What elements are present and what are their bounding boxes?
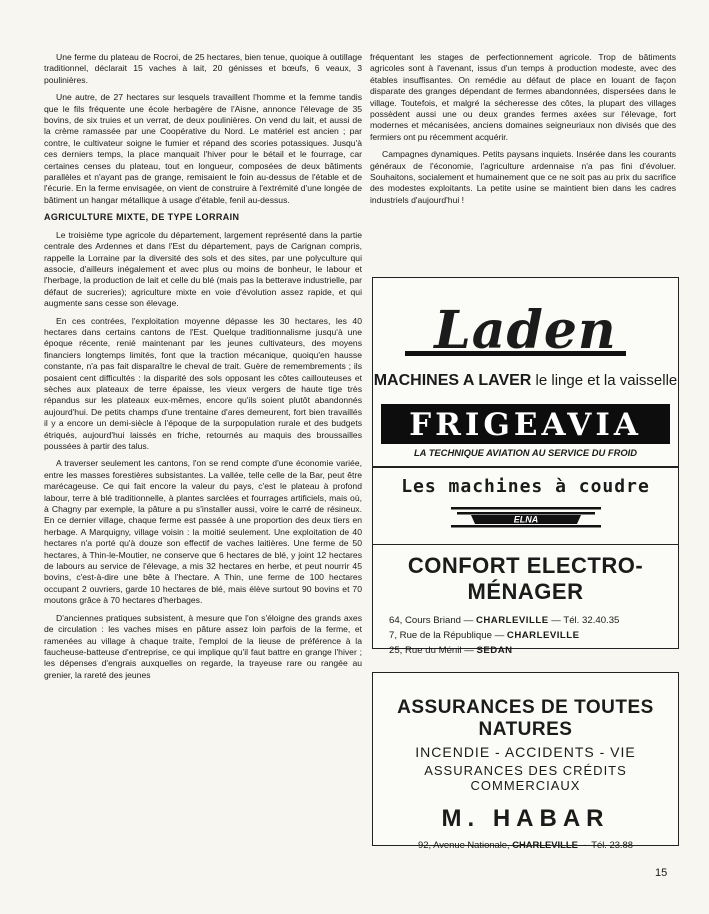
address-dash: — — [494, 630, 505, 641]
laden-tagline-bold: MACHINES A LAVER — [373, 372, 532, 389]
left-paragraph-6: D'anciennes pratiques subsistent, à mesure que l'on s'éloigne des grands axes de circulation : les vaches mises en pâture assez loin parfois de la ferme, et ramenées au village à chaque traite, l'emploi de la lieuse de préférence à la faucheuse-batteuse d'entreprise, ce qui implique qu'il faut battre en grange l'hiver ; les dépenses d'engrais auxquelles on regarde, la trayeuse rare ou rangée au grenier, la rareté des jeunes — [44, 612, 362, 680]
address-phone: Tél. 32.40.35 — [563, 615, 620, 626]
laden-tagline-rest: le linge et la vaisselle — [535, 372, 678, 389]
elna-logo-text: ELNA — [513, 514, 538, 524]
divider — [373, 544, 678, 546]
frigeavia-logo: FRIGEAVIA — [381, 404, 670, 444]
agent-street: 92, Avenue Nationale, — [418, 839, 510, 850]
elna-logo-graphic — [451, 503, 601, 531]
page-number: 15 — [655, 867, 668, 879]
left-column — [44, 52, 362, 687]
address-line-1 — [389, 613, 678, 628]
right-paragraph-2: Campagnes dynamiques. Petits paysans inquiets. Insérée dans les courants généraux de l'économie, l'agriculture ardennaise n'a pas fini d'évoluer. Souhaitons, socialement et humainement que ce ne soit pas au prix du sacrifice des modestes exploitants. La petite usine se maintient bien dans les cadres industriels d'aujourd'hui ! — [370, 149, 676, 205]
agent-phone: Tél. 23.88 — [591, 839, 633, 850]
elna-logo — [451, 503, 601, 536]
left-paragraph-3: Le troisième type agricole du département, largement représenté dans la partie centrale des Ardennes et dans l'Est du département, pays de Carignan compris, rappelle la Lorraine par la diversité des sols et des sites, par une polyculture qui associe, d'ailleurs inégalement et avec plus ou moins de bonheur, le labour et l'herbage, la production de lait et celle du blé (mais pas la betterave industrielle, par défaut de sucreries); agriculture mixte en voie d'évolution assez rapide, et qui augmente sans cesse son élevage. — [44, 229, 362, 309]
advertisement-insurance — [372, 672, 679, 850]
agent-name: M. HABAR — [441, 805, 610, 832]
section-heading: AGRICULTURE MIXTE, DE TYPE LORRAIN — [44, 212, 240, 223]
frigeavia-tagline: LA TECHNIQUE AVIATION AU SERVICE DU FROID — [413, 447, 638, 458]
agent-city: CHARLEVILLE — [512, 839, 578, 850]
address-city: CHARLEVILLE — [475, 615, 549, 626]
address-city: CHARLEVILLE — [506, 630, 580, 641]
insurance-title: ASSURANCES DE TOUTES NATURES — [397, 697, 654, 740]
right-column — [370, 52, 676, 212]
divider — [373, 466, 678, 468]
address-street: 25, Rue du Ménil — [389, 645, 462, 656]
left-paragraph-2: Une autre, de 27 hectares sur lesquels travaillent l'homme et la femme tandis que le fils fréquente une école herbagère de l'Aisne, annonce l'élevage de 35 bovins, de six truies et un verrat, de deux poulinières. On vend du lait, et aussi de la crème ramassée par une Coopérative du Nord. Le matériel est ancien ; par contre, le cultivateur soigne le fumier et répand des scories potassiques. Jusqu'à ces derniers temps, la place manquait l'hiver pour le bétail et le fourrage, car certaines censes du plateau, tout en longueur, composées de deux bâtiments parallèles et n'ayant pas de grange, remisaient le foin au-dessus de l'étable et de l'écurie. En la ferme envisagée, on vient de construire à l'extrémité d'une longée de bâtiment un hangar métallique à usage d'étable, fenil au-dessus. — [44, 92, 362, 205]
right-paragraph-1: fréquentant les stages de perfectionnement agricole. Trop de bâtiments agricoles sont à l'avenant, issus d'un temps à production modeste, avec des étables insuffisantes. On remédie au défaut de place en louant de façon disparate des granges dépendant de fermes abandonnées, dispersées dans le village. Toutefois, et malgré la sécheresse des côtes, la plupart des villages possèdent aussi une ou deux grandes fermes axées sur l'élevage, fort modernes et mécanisées, anciens domaines seigneuriaux non divisés que des fermiers ont pu récemment acquérir. — [370, 52, 676, 142]
address-line-3 — [389, 643, 678, 658]
agent-dash: - — [583, 839, 587, 850]
address-city: SEDAN — [476, 645, 513, 656]
left-paragraph-1: Une ferme du plateau de Rocroi, de 25 hectares, bien tenue, quoique à outillage traditionnel, déclarait 15 vaches à lait, 20 génisses et bœufs, 6 veaux, 3 poulinières. — [44, 52, 362, 85]
address-dash: — — [464, 645, 474, 656]
insurance-credit: ASSURANCES DES CRÉDITS COMMERCIAUX — [424, 763, 627, 793]
laden-tagline — [373, 372, 678, 390]
store-addresses — [389, 613, 678, 658]
insurance-types: INCENDIE - ACCIDENTS - VIE — [415, 744, 636, 760]
elna-title: Les machines à coudre — [401, 475, 650, 497]
agent-address — [373, 839, 678, 850]
left-paragraph-4: En ces contrées, l'exploitation moyenne dépasse les 30 hectares, les 40 hectares dans certains cantons de l'Est. Quelque traditionnalisme jusqu'à une époque récente, renié maintenant par les jeunes cultivateurs, des moyens financiers longtemps limités, font que la traction mécanique, quoiqu'en hausse constante, n'a pas fait disparaître le cheval de trait. Guère de remembrements ; ils posaient cent difficultés : la disparité des sols opposant les côtes caillouteuses et sèches aux plateaux de terre épaisse, les vieux vergers de haute tige très répandus sur les plateaux eux-mêmes, encore qu'ils soient plutôt abandonnés aujourd'hui. De petits champs d'une trentaine d'ares demeurent, fort bien travaillés il y a encore un demi-siècle à l'époque de la surpopulation rurale et des budgets étriqués, aujourd'hui laissés en friche, retournés au maquis des broussailles poussées à partir des talus. — [44, 315, 362, 451]
address-dash: — — [463, 615, 474, 626]
address-street: 7, Rue de la République — [389, 630, 492, 641]
address-dash: — — [551, 615, 561, 626]
laden-logo: Laden — [434, 300, 617, 361]
address-street: 64, Cours Briand — [389, 615, 461, 626]
address-line-2 — [389, 628, 678, 643]
left-paragraph-5: A traverser seulement les cantons, l'on se rend compte d'une économie variée, entre les masses forestières subsistantes. La vallée, telle celle de la Bar, peut être marécageuse. Ce qui fait encore la valeur du pays, c'est le plateau à profond labour, terre à blé traditionnelle, à plantes sarclées et fourrages artificiels, mais où, à Chagny par exemple, la pâture a pu s'installer aussi, voire le carré de résineux. En ce dernier village, chaque ferme est passée à une proportion des deux tiers en herbage. A Marquigny, village voisin : la moitié seulement. Une exploitation de 40 hectares n'a porté qu'à douze son effectif de vaches laitières. Une ferme de 50 hectares, à Thin-le-Moutier, ne conserve que 6 hectares de blé, y joint 12 hectares de labours au service de l'élevage, a mis 32 hectares en herbe, et peut nourrir 45 bovins, c'est-à-dire une bête à l'hectare. A Thin, une ferme de 100 hectares occupant 2 ouvriers, garde 10 hectares de blé, mais élève surtout 90 bovins et 70 moutons grâce à 70 hectares d'herbages. — [44, 458, 362, 606]
advertisement-confort — [372, 277, 679, 656]
store-name: CONFORT ELECTRO-MÉNAGER — [407, 553, 644, 604]
